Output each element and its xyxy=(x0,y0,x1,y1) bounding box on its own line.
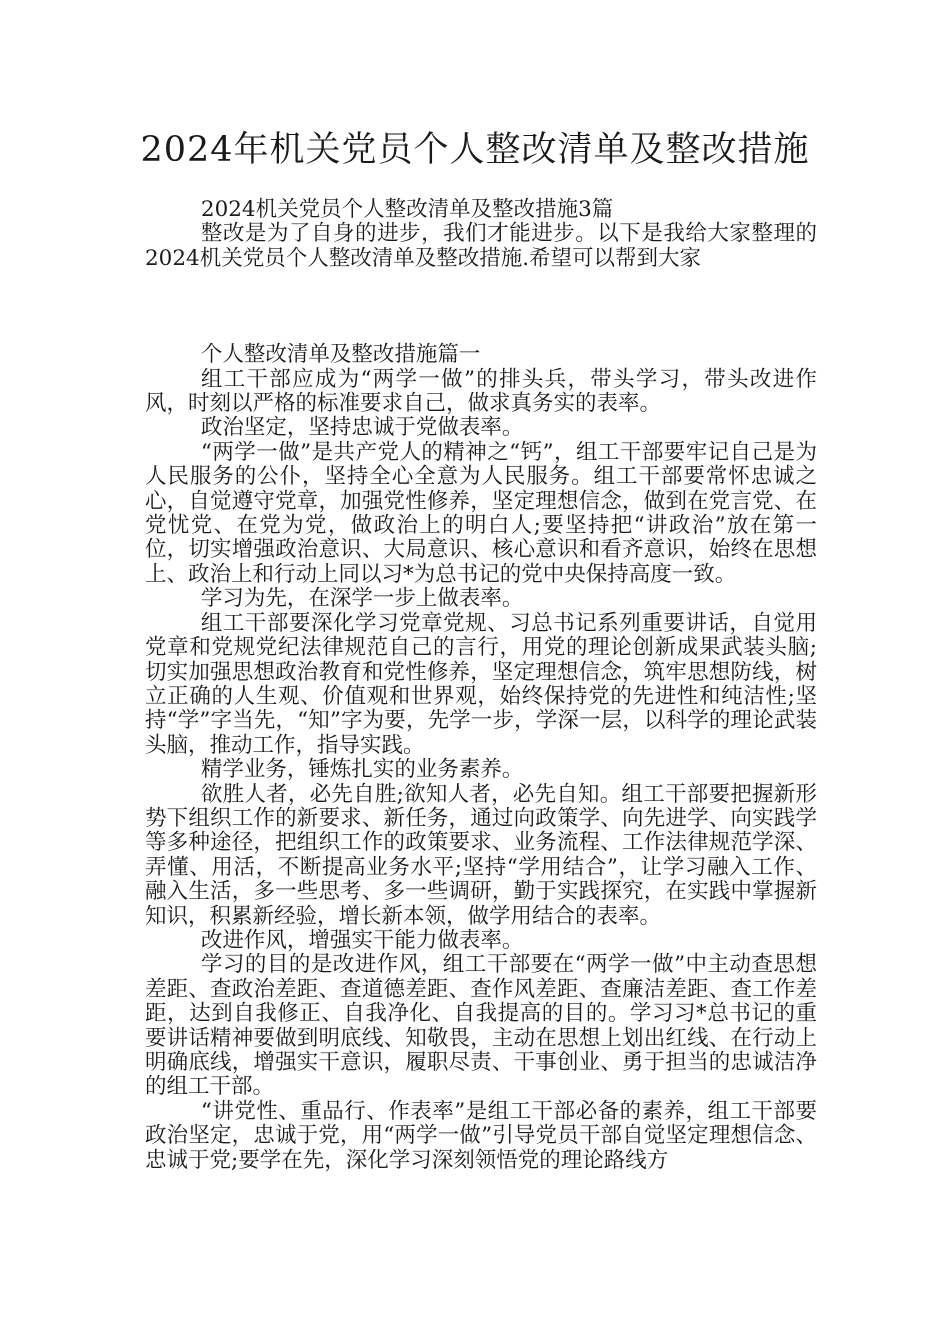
body-paragraph: 组工干部要深化学习党章党规、习总书记系列重要讲话，自觉用党章和党规党纪法律规范自己的言行，用党的理论创新成果武装头脑;切实加强思想政治教育和党性修养，坚定理想信念，筑牢思想防线，树立正确的人生观、价值观和世界观，始终保持党的先进性和纯洁性;坚持“学”字当先，“知”字为要，先学一步，学深一层，以科学的理论武装头脑，推动工作，指导实践。 xyxy=(145,610,817,758)
document-title: 2024年机关党员个人整改清单及整改措施 xyxy=(140,130,810,170)
body-paragraph: 欲胜人者，必先自胜;欲知人者，必先自知。组工干部要把握新形势下组织工作的新要求、新任务，通过向政策学、向先进学、向实践学等多种途径，把组织工作的政策要求、业务流程、工作法律规范学深、弄懂、用活，不断提高业务水平;坚持“学用结合”，让学习融入工作、融入生活，多一些思考、多一些调研，勤于实践探究，在实践中掌握新知识，积累新经验，增长新本领，做学用结合的表率。 xyxy=(145,781,817,929)
intro-paragraph: 整改是为了自身的进步，我们才能进步。以下是我给大家整理的2024机关党员个人整改清单及整改措施.希望可以帮到大家 xyxy=(145,221,817,271)
body-paragraph: “两学一做”是共产党人的精神之“钙”，组工干部要牢记自己是为人民服务的公仆，坚持全心全意为人民服务。组工干部要常怀忠诚之心，自觉遵守党章，加强党性修养，坚定理想信念，做到在党言党、在党忧党、在党为党，做政治上的明白人;要坚持把“讲政治”放在第一位，切实增强政治意识、大局意识、核心意识和看齐意识，始终在思想上、政治上和行动上同以习*为总书记的党中央保持高度一致。 xyxy=(145,439,817,587)
document-body xyxy=(145,198,817,1173)
point-heading: 学习为先，在深学一步上做表率。 xyxy=(200,586,524,612)
body-paragraph: “讲党性、重品行、作表率”是组工干部必备的素养，组工干部要政治坚定，忠诚于党，用“两学一做”引导党员干部自觉坚定理想信念、忠诚于党;要学在先，深化学习深刻领悟党的理论路线方 xyxy=(145,1098,817,1173)
blank-space xyxy=(145,271,817,343)
subtitle-paragraph: 2024机关党员个人整改清单及整改措施3篇 xyxy=(200,197,614,222)
point-heading: 政治坚定，坚持忠诚于党做表率。 xyxy=(200,415,524,441)
point-heading: 精学业务，锤炼扎实的业务素养。 xyxy=(200,757,524,783)
section-heading: 个人整改清单及整改措施篇一 xyxy=(200,342,481,368)
body-paragraph: 学习的目的是改进作风，组工干部要在“两学一做”中主动查思想差距、查政治差距、查道德差距、查作风差距、查廉洁差距、查工作差距，达到自我修正、自我净化、自我提高的目的。学习习*总书记的重要讲话精神要做到明底线、知敬畏，主动在思想上划出红线、在行动上明确底线，增强实干意识，履职尽责、干事创业、勇于担当的忠诚洁净的组工干部。 xyxy=(145,952,817,1100)
body-paragraph: 组工干部应成为“两学一做”的排头兵，带头学习，带头改进作风，时刻以严格的标准要求自己，做求真务实的表率。 xyxy=(145,366,817,417)
point-heading: 改进作风，增强实干能力做表率。 xyxy=(200,927,524,953)
